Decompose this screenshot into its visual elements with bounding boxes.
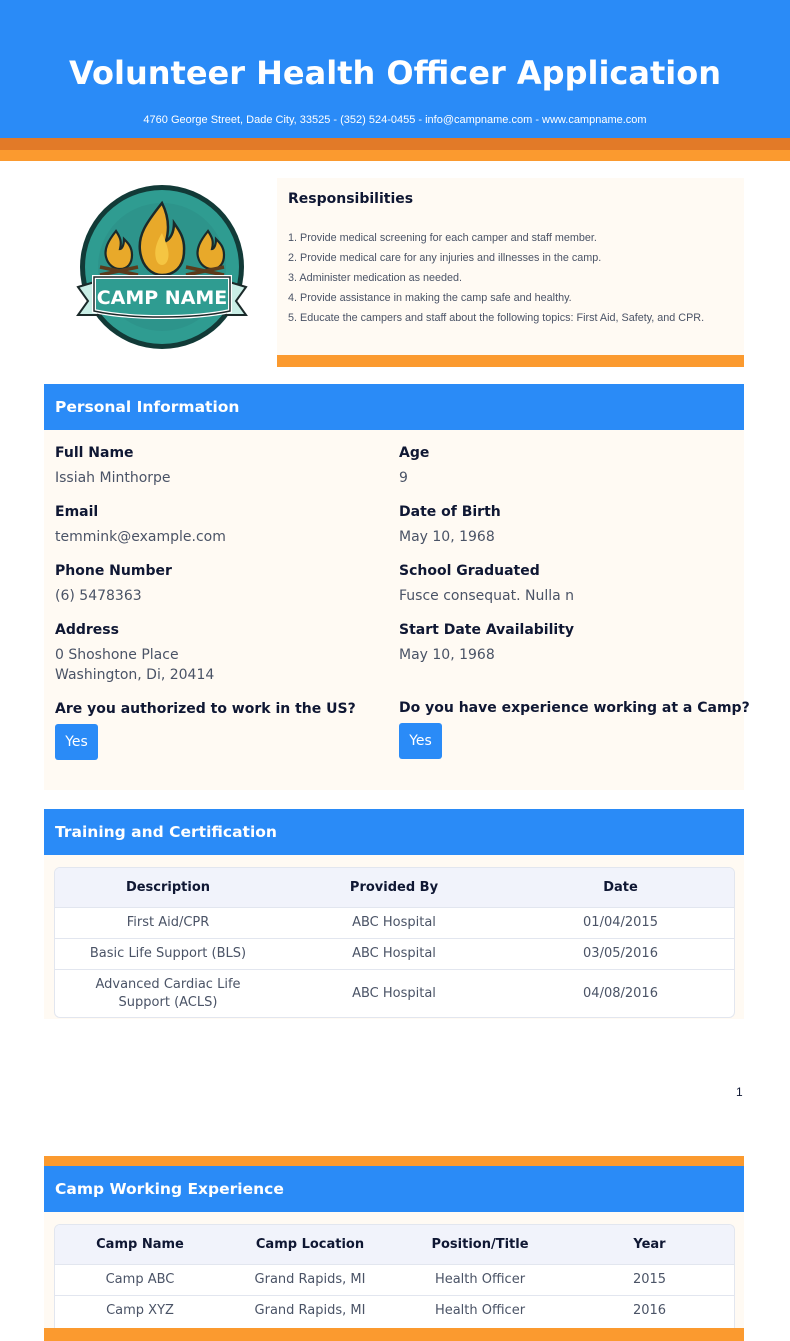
school-label: School Graduated	[399, 563, 540, 579]
full-name-value: Issiah Minthorpe	[55, 470, 171, 486]
email-value: temmink@example.com	[55, 529, 226, 545]
phone-value: (6) 5478363	[55, 588, 142, 604]
list-item: 5. Educate the campers and staff about the following topics: First Aid, Safety, and CPR.	[288, 312, 705, 324]
training-table	[54, 867, 735, 1018]
list-item: 3. Administer medication as needed.	[288, 272, 463, 284]
camp-logo	[74, 183, 250, 351]
camp-experience-header	[44, 1166, 744, 1212]
personal-info-panel	[44, 430, 750, 790]
full-name-label: Full Name	[55, 445, 134, 461]
authorized-label: Are you authorized to work in the US?	[55, 701, 356, 717]
phone-label: Phone Number	[55, 563, 172, 579]
page-number: 1	[736, 1085, 743, 1099]
column-header: Description	[125, 880, 211, 895]
column-header: Camp Name	[96, 1237, 184, 1252]
camp-experience-table	[54, 1224, 735, 1329]
table-cell: Basic Life Support (BLS)	[89, 946, 247, 961]
table-row	[55, 1296, 734, 1326]
column-header: Position/Title	[431, 1237, 529, 1252]
personal-info-header	[44, 384, 744, 430]
table-cell: Health Officer	[434, 1272, 526, 1287]
section-title: Personal Information	[55, 398, 240, 416]
table-row	[55, 939, 734, 970]
responsibilities-panel	[277, 178, 744, 367]
list-item: 1. Provide medical screening for each camper and staff member.	[288, 232, 597, 244]
age-value: 9	[399, 470, 408, 486]
section-title: Camp Working Experience	[55, 1180, 284, 1198]
start-date-value: May 10, 1968	[399, 647, 495, 663]
table-cell: 2015	[632, 1272, 667, 1287]
table-cell: ABC Hospital	[352, 946, 436, 961]
table-cell: Grand Rapids, MI	[254, 1272, 366, 1287]
experience-yes-badge: Yes	[399, 723, 442, 759]
dob-label: Date of Birth	[399, 504, 501, 520]
contact-line: 4760 George Street, Dade City, 33525 - (352) 524-0455 - info@campname.com - www.campname.com	[143, 114, 647, 126]
logo-text: CAMP NAME	[96, 287, 228, 309]
column-header: Camp Location	[255, 1237, 365, 1252]
table-cell: Health Officer	[434, 1303, 526, 1318]
responsibilities-list	[288, 228, 704, 328]
column-header: Provided By	[349, 880, 439, 895]
section-title: Training and Certification	[55, 823, 277, 841]
column-header: Date	[603, 880, 638, 895]
address-line1: 0 Shoshone Place	[55, 647, 179, 663]
header-stripe-dark	[0, 138, 790, 150]
training-header	[44, 809, 744, 855]
table-cell: ABC Hospital	[352, 985, 436, 1001]
table-cell: 04/08/2016	[583, 985, 658, 1001]
address-label: Address	[55, 622, 119, 638]
authorized-yes-badge: Yes	[55, 724, 98, 760]
header-stripe-light	[0, 150, 790, 161]
table-cell: Camp ABC	[105, 1272, 175, 1287]
table-cell: Camp XYZ	[106, 1303, 174, 1318]
table-row	[55, 1265, 734, 1296]
responsibilities-title: Responsibilities	[288, 191, 414, 207]
table-cell: Grand Rapids, MI	[254, 1303, 366, 1318]
table-cell: 03/05/2016	[583, 946, 658, 961]
table-cell: 2016	[632, 1303, 667, 1318]
start-date-label: Start Date Availability	[399, 622, 575, 638]
school-value: Fusce consequat. Nulla n	[399, 588, 575, 604]
page-header	[0, 0, 790, 138]
column-header: Year	[633, 1237, 666, 1252]
table-row	[55, 970, 734, 1017]
section-bottom-bar	[44, 1328, 744, 1341]
table-cell: ABC Hospital	[352, 915, 436, 930]
list-item: 4. Provide assistance in making the camp safe and healthy.	[288, 292, 572, 304]
table-cell: First Aid/CPR	[126, 915, 210, 930]
table-header	[55, 868, 734, 908]
table-cell: Advanced Cardiac Life Support (ACLS)	[95, 976, 241, 1010]
responsibilities-bar	[277, 355, 744, 367]
table-cell: 01/04/2015	[583, 915, 658, 930]
email-label: Email	[55, 504, 99, 520]
table-header	[55, 1225, 734, 1265]
table-row	[55, 908, 734, 939]
section-top-bar	[44, 1156, 744, 1166]
experience-label: Do you have experience working at a Camp?	[399, 700, 750, 716]
list-item: 2. Provide medical care for any injuries and illnesses in the camp.	[288, 252, 602, 264]
age-label: Age	[399, 445, 430, 461]
address-line2: Washington, Di, 20414	[55, 667, 215, 683]
page-title: Volunteer Health Officer Application	[68, 54, 721, 92]
dob-value: May 10, 1968	[399, 529, 495, 545]
